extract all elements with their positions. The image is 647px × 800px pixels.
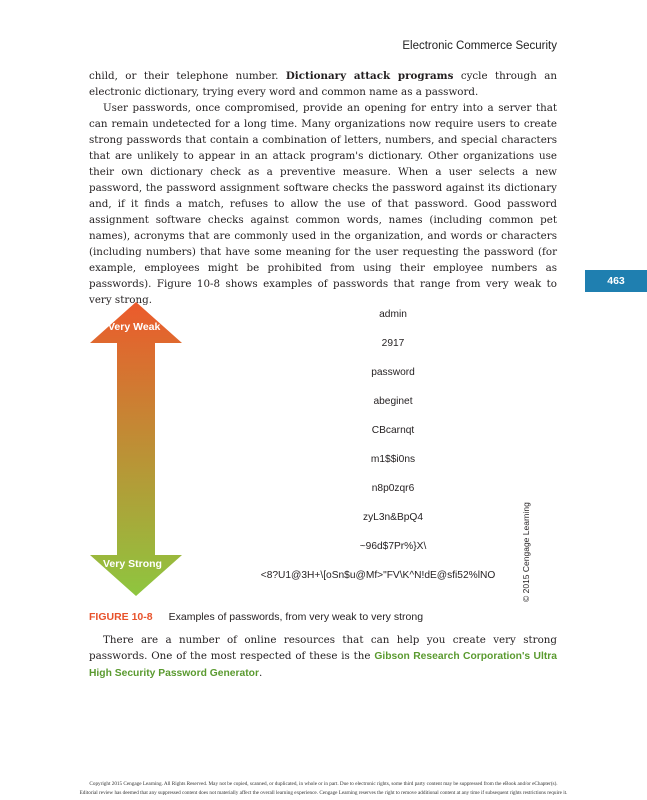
paragraph-1-start: child, or their telephone number. [89, 70, 286, 82]
body-text [89, 68, 557, 308]
closing-text-end: . [258, 667, 263, 679]
password-list [260, 308, 498, 598]
password-generator-link[interactable]: Gibson Research Corporation's Ultra High Security Password Generator [89, 651, 557, 679]
very-weak-label: Very Weak [108, 321, 161, 333]
password-example: admin [379, 309, 407, 320]
copyright-footer-line-2: Editorial review has deemed that any suppressed content does not materially affect the overall learning experience. Cengage Learning reserves the right to remove additional content at any time if subsequent rights restrictions require it. [79, 790, 568, 796]
password-example: <8?U1@3H+\[oSn$u@Mf>"FV\K^N!dE@sfi52%lNO [260, 570, 496, 581]
paragraph-2: User passwords, once compromised, provide an opening for entry into a server that can remain undetected for a long time. Many organizations now require users to create strong passwords that contain a combination of letters, numbers, and special characters that are unlikely to appear in an attack program's dictionary. Other organizations use their own dictionary check as a preventive measure. When a user selects a new password, the password assignment software checks the password against its dictionary and, if it finds a match, refuses to allow the use of that password. Good password assignment software checks against common words, names (including common pet names), acronyms that are commonly used in the organization, and words or characters (including numbers) that have some meaning for the user requesting the password (for example, employees might be prohibited from using their employee numbers as passwords). Figure 10-8 shows examples of passwords that range from very weak to very strong. [89, 102, 557, 306]
closing-paragraph [89, 632, 557, 682]
password-example: abeginet [373, 396, 413, 407]
figure-label: FIGURE 10-8 [89, 611, 153, 623]
password-example: n8p0zqr6 [371, 483, 415, 494]
double-arrow-graphic [88, 300, 198, 600]
key-term: Dictionary attack programs [285, 70, 454, 82]
password-example: password [371, 367, 415, 378]
running-header: Electronic Commerce Security [402, 40, 557, 52]
password-strength-figure [88, 300, 558, 600]
double-arrow-shape [90, 302, 182, 596]
password-example: ~96d$7Pr%}X\ [359, 541, 427, 552]
password-example: CBcarnqt [371, 425, 415, 436]
paragraph-1-end: cycle through an electronic dictionary, trying every word and common name as a password. [89, 70, 557, 98]
password-example: zyL3n&BpQ4 [362, 512, 424, 523]
paragraph-1 [89, 68, 557, 100]
figure-caption [89, 611, 423, 623]
closing-text: There are a number of online resources that can help you create very strong passwords. One of the most respected of these is the [89, 634, 557, 662]
password-example: m1$$i0ns [370, 454, 416, 465]
very-strong-label: Very Strong [103, 558, 162, 570]
figure-copyright: © 2015 Cengage Learning [521, 502, 531, 602]
copyright-footer-line-1: Copyright 2015 Cengage Learning. All Rights Reserved. May not be copied, scanned, or duplicated, in whole or in part. Due to electronic rights, some third party content may be suppressed from the eBook and/or eChapter(s). [89, 781, 558, 787]
password-example: 2917 [381, 338, 405, 349]
figure-caption-text: Examples of passwords, from very weak to very strong [168, 611, 424, 623]
page-number-badge: 463 [585, 270, 647, 292]
